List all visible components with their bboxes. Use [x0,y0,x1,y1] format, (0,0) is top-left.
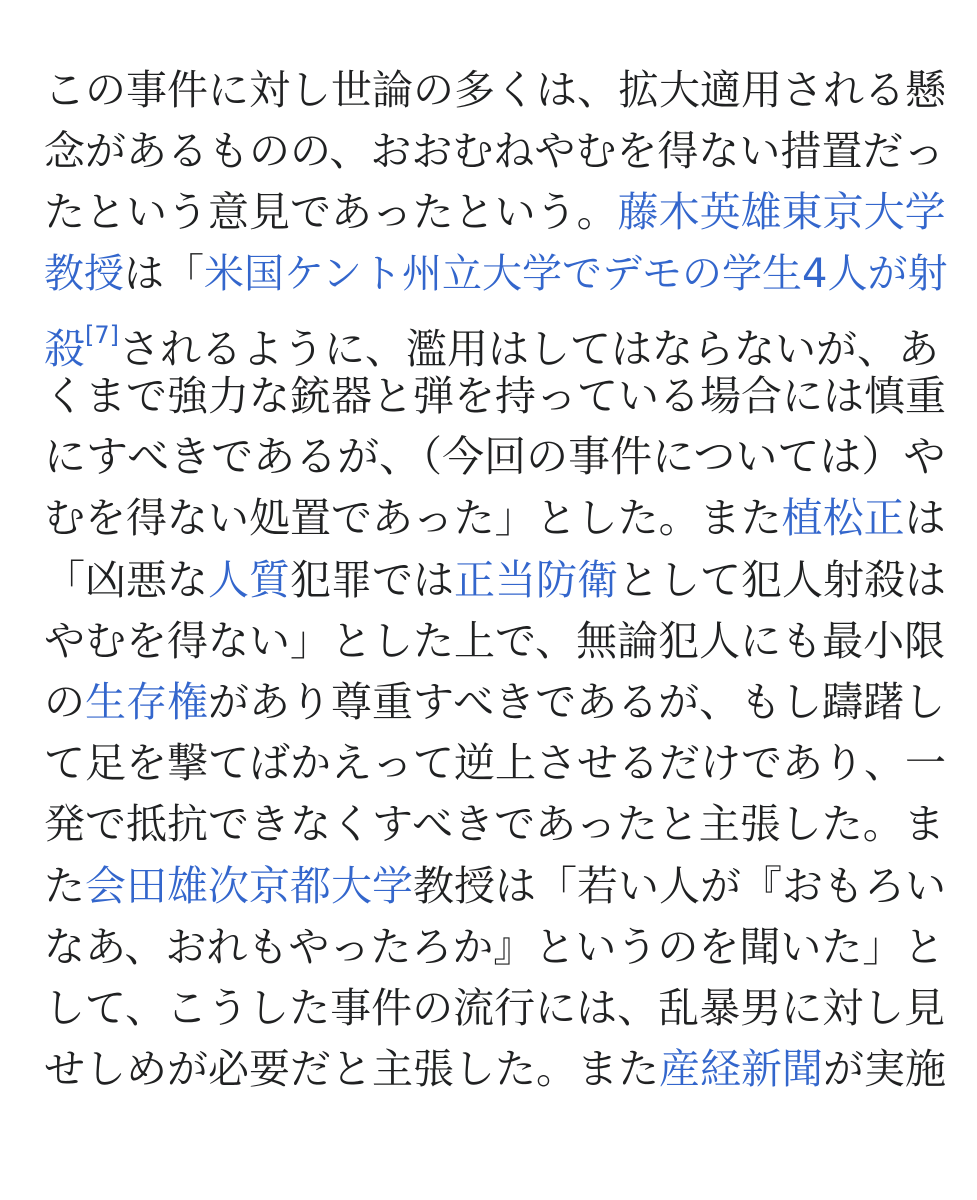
link-seito-boei[interactable]: 正当防衛 [454,555,618,604]
link-sankei-shimbun[interactable]: 産経新聞 [659,1045,823,1094]
body-text: て足を撃てばかえって逆上させるだけであり、一 [44,739,946,788]
body-text: があり尊重すべきであるが、もし躊躇し [208,678,946,726]
line-10 [44,611,945,671]
body-text: たという意見であったという。 [44,188,618,237]
reference-7[interactable]: [7] [85,320,119,349]
body-text: くまで強力な銃器と弾を持っている場合には慎重 [44,372,946,420]
line-8 [44,488,946,548]
line-7 [44,427,945,487]
link-hitojichi[interactable]: 人質 [208,555,290,604]
body-text: なあ、おれもやったろか』というのを聞いた」と [44,922,945,971]
body-text: この事件に対し世論の多くは、拡大適用される懸 [44,66,946,114]
line-16 [44,978,945,1038]
line-6 [44,366,946,426]
link-seizonken[interactable]: 生存権 [85,678,208,726]
body-text: は「 [124,250,204,297]
body-text: として犯人射殺は [618,555,946,604]
body-text: むを得ない処置であった」とした。また [44,494,782,543]
body-text: して、こうした事件の流行には、乱暴男に対し見 [44,984,946,1032]
body-text: 犯罪では [290,555,454,604]
link-kent-state-cont[interactable]: 殺 [44,324,85,373]
link-aida-yuji[interactable]: 会田雄次 [85,861,249,910]
body-text: されるように、濫用はしてはならないが、あ [119,324,939,373]
link-fujiki-hideo[interactable]: 藤木英雄東京大学 [617,188,946,237]
line-11 [44,672,945,732]
body-text: 教授は「若い人が『おもろい [413,861,946,910]
line-14 [44,856,946,916]
body-text: た [44,861,85,910]
line-17 [44,1039,946,1099]
line-3 [44,182,946,242]
link-kyoto-daigaku[interactable]: 京都大学 [249,861,413,910]
link-kyoju[interactable]: 教授 [44,250,124,297]
link-uematsu-tadashi[interactable]: 植松正 [781,494,905,543]
body-text: が実施 [823,1045,946,1094]
line-4 [44,244,947,304]
body-text: やむを得ない」とした上で、無論犯人にも最小限 [44,616,946,665]
line-9 [44,550,946,610]
body-text: 「凶悪な [44,555,208,604]
body-text: 念があるものの、おおむねやむを得ない措置だっ [44,127,945,176]
body-text: 発で抵抗できなくすべきであったと主張した。ま [44,800,945,849]
line-13 [44,794,945,854]
link-kent-state[interactable]: 米国ケント州立大学でデモの学生4人が射 [204,250,948,297]
line-15 [44,917,944,977]
line-5 [44,305,939,373]
body-text: は [904,494,946,543]
line-2 [44,121,944,181]
body-text: の [44,678,85,726]
body-text: にすべきであるが、（今回の事件については）や [44,432,946,482]
line-1 [44,60,946,120]
line-12 [44,733,946,793]
body-text: せしめが必要だと主張した。また [44,1045,659,1094]
